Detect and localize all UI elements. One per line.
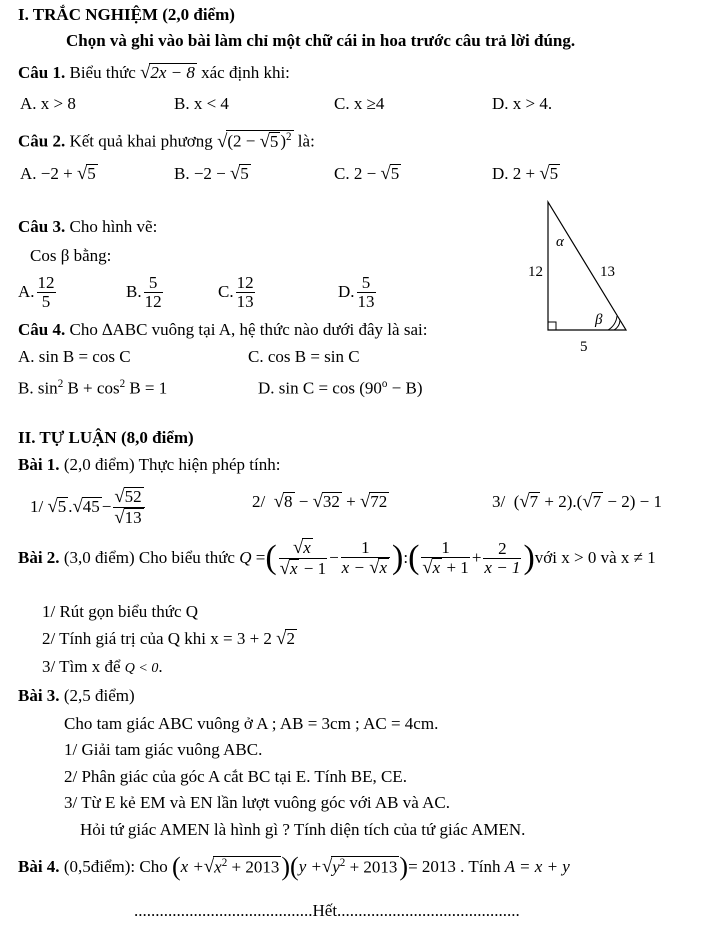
alpha-label: α	[556, 234, 564, 250]
q3-stem: Cho hình vẽ:	[69, 217, 158, 236]
q4-label: Câu 4.	[18, 320, 66, 339]
bai3-line-5: Hỏi tứ giác AMEN là hình gì ? Tính diện tích của tứ giác AMEN.	[80, 820, 526, 839]
q1-tail: xác định khi:	[201, 63, 290, 82]
section-1-instruction: Chọn và ghi vào bài làm chỉ một chữ cái in hoa trước câu trả lời đúng.	[66, 31, 576, 50]
q3-option-b: B. $\frac{5}{12}$	[126, 273, 162, 311]
side-bottom-label: 5	[580, 339, 588, 355]
q1-label: Câu 1.	[18, 63, 66, 82]
q4-option-a: A. sin B = cos C	[18, 347, 131, 366]
bai1-part-3: 3/ (√7 + 2).(√7 − 2) − 1	[492, 491, 662, 512]
q4-option-d: D. $\sin C = \cos (90^o - B)$	[258, 378, 423, 398]
beta-arc-inner	[614, 320, 620, 330]
q4-option-c: C. cos B = sin C	[248, 347, 360, 366]
q2-option-b: B. −2 − √5	[174, 163, 249, 184]
section-1-title: I. TRẮC NGHIỆM (2,0 điểm)	[18, 5, 235, 24]
side-hyp-label: 13	[600, 264, 615, 280]
exercise-2: Bài 2. (3,0 điểm) Cho biểu thức Q = ( $\frac{√x}{√x - 1}$ − $\frac{1}{x - √x}$ ) : ( $\frac{1}{√x + 1}$ + $\frac{2}{x - 1}$ ) với x > 0 và x ≠ 1	[18, 537, 656, 579]
q1-option-d: D. x > 4.	[492, 94, 553, 113]
q2-option-d: D. 2 + √5	[492, 163, 559, 184]
q1-option-a: A. x > 8	[20, 94, 76, 113]
question-2: Câu 2. Kết quả khai phương √(2 − √5 )$^2$ là:	[18, 130, 315, 152]
bai3-line-2: 1/ Giải tam giác vuông ABC.	[64, 740, 263, 759]
bai1-part-2: 2/ √8 − √32 + √72	[252, 491, 388, 512]
q1-option-b: B. x < 4	[174, 94, 229, 113]
right-triangle-figure	[520, 196, 640, 356]
bai2-sub-1: 1/ Rút gọn biểu thức Q	[42, 602, 199, 621]
right-angle-marker	[548, 322, 556, 330]
bai3-line-3: 2/ Phân giác của góc A cắt BC tại E. Tính BE, CE.	[64, 767, 407, 786]
bai1-label: Bài 1.	[18, 455, 60, 474]
bai3-line-4: 3/ Từ E kẻ EM và EN lần lượt vuông góc với AB và AC.	[64, 793, 450, 812]
end-marker: ..........................................Hết...........................................	[134, 901, 520, 920]
bai1-part-1: 1/ √ 5 . √ 45 − $\frac{√52}{√13}$	[30, 487, 147, 527]
q3-option-a: A. $\frac{12}{5}$	[18, 273, 55, 311]
beta-arc	[608, 316, 617, 330]
exercise-1: Bài 1. (2,0 điểm) Thực hiện phép tính:	[18, 455, 281, 474]
bai2-condition: với x > 0 và x ≠ 1	[534, 548, 656, 568]
bai3-label: Bài 3.	[18, 686, 60, 705]
question-4	[18, 319, 427, 341]
exercise-4: Bài 4. (0,5điểm): Cho ( x + √ $x^2 + 2013$ ) ( y + √ $y^2 + 2013$ ) = 2013 . Tính A = x + y	[18, 852, 570, 881]
q1-stem: Biểu thức	[69, 63, 136, 82]
q4-stem: Cho ∆ABC vuông tại A, hệ thức nào dưới đây là sai:	[69, 320, 428, 339]
q3-line2: Cos β bằng:	[30, 246, 112, 265]
q1-option-c: C. x ≥4	[334, 94, 385, 113]
q2-option-a: A. −2 + √5	[20, 163, 96, 184]
bai2-sub-3: 3/ Tìm x để Q < 0.	[42, 657, 163, 676]
q3-option-d: D. $\frac{5}{13}$	[338, 273, 375, 311]
q3-label: Câu 3.	[18, 217, 66, 236]
question-1: Câu 1. Biểu thức √2x − 8 xác định khi:	[18, 62, 290, 83]
bai2-label: Bài 2.	[18, 548, 60, 568]
q2-stem: Kết quả khai phương	[69, 131, 213, 151]
side-left-label: 12	[528, 264, 543, 280]
bai4-label: Bài 4.	[18, 857, 60, 876]
q2-tail: là:	[297, 131, 315, 151]
beta-label: β	[595, 312, 603, 328]
exercise-3: Bài 3. (2,5 điểm)	[18, 686, 135, 705]
q2-option-c: C. 2 − √5	[334, 163, 400, 184]
q1-radicand: 2x − 8	[150, 63, 195, 82]
section-2-title: II. TỰ LUẬN (8,0 điểm)	[18, 428, 194, 447]
question-3	[18, 216, 157, 238]
bai2-sub-2: 2/ Tính giá trị của Q khi x = 3 + 2 √2	[42, 628, 295, 649]
bai3-line-1: Cho tam giác ABC vuông ở A ; AB = 3cm ; AC = 4cm.	[64, 714, 439, 733]
q4-option-b: B. $\sin^2 B + \cos^2 B = 1$	[18, 378, 168, 398]
q3-option-c: C. $\frac{12}{13}$	[218, 273, 254, 311]
q2-label: Câu 2.	[18, 131, 66, 151]
